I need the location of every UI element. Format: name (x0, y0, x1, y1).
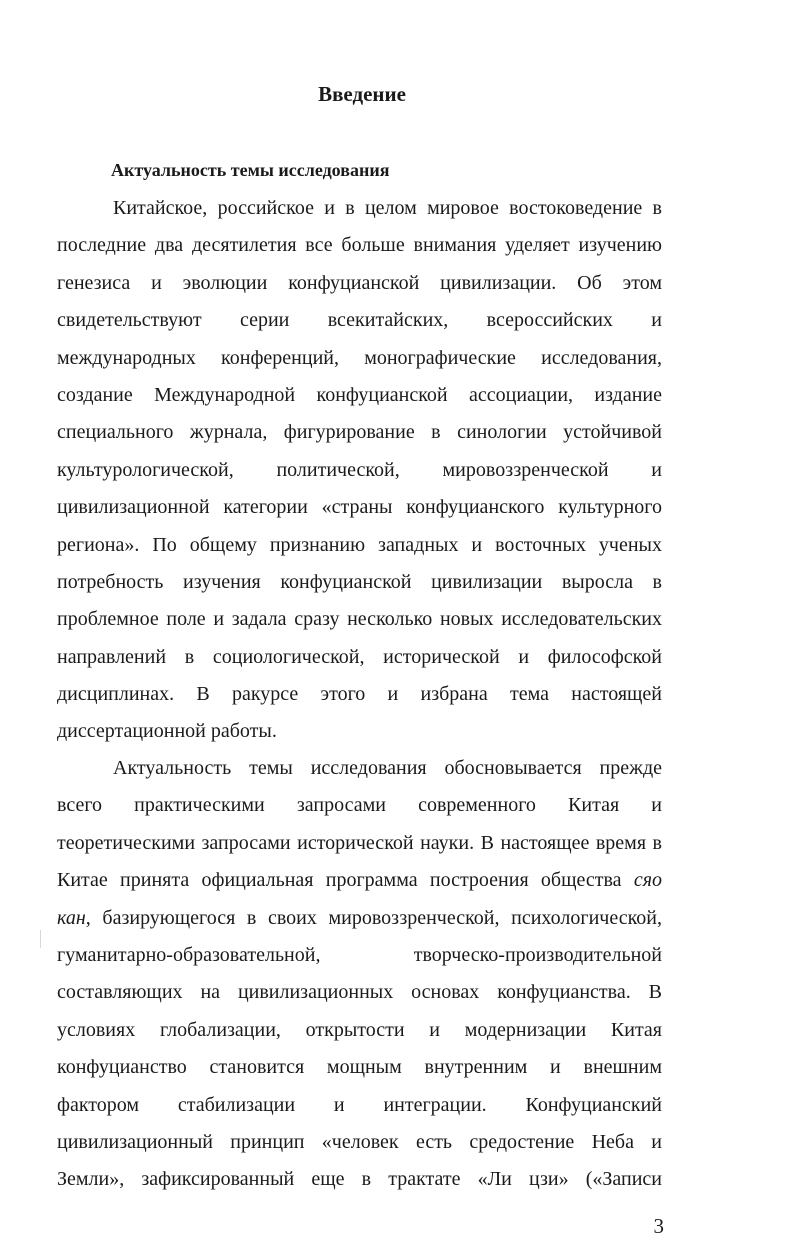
text-line (57, 862, 662, 899)
text-line: конфуцианство становится мощным внутренним и внешним (57, 1056, 662, 1079)
text-line: всего практическими запросами современного Китая и (57, 794, 662, 817)
text-line: теоретическими запросами исторической науки. В настоящее время в (57, 831, 662, 854)
text-fragment: Китае принята официальная программа построения общества (57, 869, 622, 892)
italic-term: кан (57, 906, 86, 929)
text-line: гуманитарно-образовательной, творческо-производительной (57, 943, 662, 966)
text-line: цивилизационной категории «страны конфуцианского культурного (57, 496, 662, 519)
text-line: создание Международной конфуцианской ассоциации, издание (57, 383, 662, 406)
text-line: составляющих на цивилизационных основах конфуцианства. В (57, 981, 662, 1004)
text-line: условиях глобализации, открытости и модернизации Китая (57, 1018, 662, 1041)
paragraph-relevance-intro (57, 190, 662, 751)
text-line: цивилизационный принцип «человек есть средостение Неба и (57, 1130, 662, 1153)
scan-artifact (40, 930, 41, 948)
text-line: Актуальность темы исследования обосновывается прежде (113, 757, 662, 779)
italic-term: сяо (633, 869, 663, 892)
page-title: Введение (318, 82, 406, 106)
text-line: свидетельствуют серии всекитайских, всероссийских и (57, 309, 662, 332)
text-line (57, 900, 662, 937)
text-line: дисциплинах. В ракурсе этого и избрана тема настоящей (57, 683, 662, 706)
text-line: специального журнала, фигурирование в синологии устойчивой (57, 421, 662, 444)
text-line: последние два десятилетия все больше внимания уделяет изучению (57, 234, 662, 257)
text-line: фактором стабилизации и интеграции. Конфуцианский (57, 1093, 662, 1116)
text-line: генезиса и эволюции конфуцианской цивилизации. Об этом (57, 271, 662, 294)
text-line: потребность изучения конфуцианской цивилизации выросла в (57, 570, 662, 593)
text-line: направлений в социологической, исторической и философской (57, 645, 662, 668)
text-line: международных конференций, монографические исследования, (57, 346, 662, 369)
text-line: культурологической, политической, мировоззренческой и (57, 458, 662, 481)
text-line: Земли», зафиксированный еще в трактате «Ли цзи» («Записи (57, 1168, 662, 1191)
text-line: региона». По общему признанию западных и восточных ученых (57, 533, 662, 556)
text-line: Китайское, российское и в целом мировое востоковедение в (113, 197, 662, 219)
section-subtitle: Актуальность темы исследования (111, 160, 390, 180)
text-line: проблемное поле и задала сразу несколько новых исследовательских (57, 608, 662, 631)
page-number: 3 (653, 1214, 664, 1238)
text-line: диссертационной работы. (57, 720, 277, 743)
paragraph-relevance-justification (57, 750, 662, 1199)
text-fragment: , базирующегося в своих мировоззренческой, психологической, (85, 906, 662, 929)
